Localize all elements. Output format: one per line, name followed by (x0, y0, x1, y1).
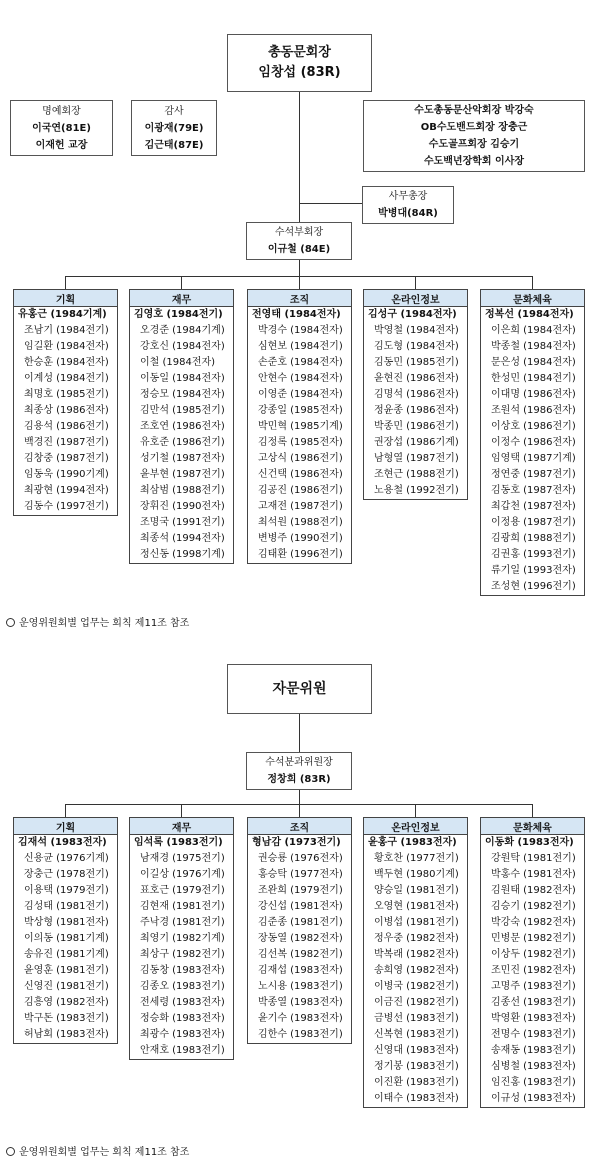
committee-member: 박영철 (1984전자) (374, 325, 459, 336)
committee-member: 임길환 (1984전자) (24, 341, 109, 352)
connector-vertical (299, 714, 300, 752)
committee-column (363, 817, 468, 1108)
committee-member: 박경수 (1984전자) (258, 325, 343, 336)
committee-member: 신건택 (1986전자) (258, 469, 343, 480)
committee-member: 이상호 (1986전기) (491, 421, 576, 432)
committee-member: 변병주 (1990전기) (258, 533, 343, 544)
committee-member: 김정록 (1985전자) (258, 437, 343, 448)
committee-member: 조호연 (1986전자) (140, 421, 225, 432)
committee-member: 최영기 (1982기계) (140, 933, 225, 944)
committee-member: 주낙경 (1981전기) (140, 917, 225, 928)
connector-drop (415, 276, 416, 289)
committee-member: 김창중 (1987전기) (24, 453, 109, 464)
committee-member: 이금진 (1982전기) (374, 997, 459, 1008)
committee-member: 이정용 (1987전기) (491, 517, 576, 528)
committee-column (480, 289, 585, 596)
connector-drop (415, 804, 416, 817)
committee-member: 김원태 (1982전자) (491, 885, 576, 896)
advisory-note (6, 1143, 189, 1158)
connector-drop (532, 276, 533, 289)
secretary-title: 사무총장 (388, 191, 428, 202)
committee-member: 정승모 (1984전자) (140, 389, 225, 400)
committee-member: 송희영 (1982전자) (374, 965, 459, 976)
committee-member: 노용철 (1992전기) (374, 485, 459, 496)
auditors-box (131, 100, 217, 156)
committee-member: 이상두 (1982전기) (491, 949, 576, 960)
secretary-name: 박병대(84R) (378, 208, 438, 219)
committee-member: 이은희 (1984전자) (491, 325, 576, 336)
committee-member: 홍승탁 (1977전자) (258, 869, 343, 880)
committee-member: 조성현 (1996전기) (491, 581, 576, 592)
circle-icon (6, 1147, 15, 1156)
committee-member: 김명석 (1986전자) (374, 389, 459, 400)
committee-header: 문화체육 (481, 290, 584, 307)
committee-header: 온라인정보 (364, 818, 467, 835)
committee-header: 조직 (248, 818, 351, 835)
committee-member: 안현수 (1984전자) (258, 373, 343, 384)
committee-member: 이길상 (1976기계) (140, 869, 225, 880)
connector-drop (299, 276, 300, 289)
connector-drop (65, 276, 66, 289)
committee-member: 강원탁 (1981전기) (491, 853, 576, 864)
committee-header: 재무 (130, 818, 233, 835)
committee-member: 박홍수 (1981전자) (491, 869, 576, 880)
committee-member: 손준호 (1984전자) (258, 357, 343, 368)
committee-member: 장충근 (1978전기) (24, 869, 109, 880)
honorary-title: 명예회장 (42, 105, 81, 117)
advisory-chair-name: 정창희 (83R) (267, 774, 331, 785)
chairman-name: 임창섭 (83R) (258, 65, 341, 80)
circle-icon (6, 618, 15, 627)
committee-member: 이용택 (1979전기) (24, 885, 109, 896)
committee-member: 표호근 (1979전기) (140, 885, 225, 896)
committee-member: 윤부현 (1987전기) (140, 469, 225, 480)
committee-member: 정신동 (1998기계) (140, 549, 225, 560)
committee-member: 유호준 (1986전기) (140, 437, 225, 448)
committee-member: 한성민 (1984전기) (491, 373, 576, 384)
committee-member: 임영택 (1987기계) (491, 453, 576, 464)
committee-member: 김성태 (1981전기) (24, 901, 109, 912)
committee-member: 박강숙 (1982전자) (491, 917, 576, 928)
committee-member: 신복현 (1983전기) (374, 1029, 459, 1040)
committee-member: 이정수 (1986전자) (491, 437, 576, 448)
connector-drop (181, 804, 182, 817)
committee-lead: 김성구 (1984전자) (368, 309, 457, 320)
committee-column (129, 289, 234, 564)
top-note (6, 614, 189, 629)
advisory-title: 자문위원 (272, 680, 327, 697)
secretary-box (362, 186, 454, 224)
connector-drop (299, 804, 300, 817)
committee-member: 신용균 (1976기계) (24, 853, 109, 864)
committee-member: 조민진 (1982전자) (491, 965, 576, 976)
committee-header: 문화체육 (481, 818, 584, 835)
auditors-title: 감사 (164, 105, 184, 117)
committee-member: 김동창 (1983전자) (140, 965, 225, 976)
committee-member: 김동수 (1997전기) (24, 501, 109, 512)
vice-chairman-name: 이규철 (84E) (267, 244, 331, 255)
note-text: 운영위원회별 업무는 회칙 제11조 참조 (19, 618, 190, 629)
committee-member: 최삼범 (1988전기) (140, 485, 225, 496)
vice-chairman-box (246, 222, 352, 260)
committee-member: 최갑천 (1987전자) (491, 501, 576, 512)
committee-column (247, 289, 352, 564)
committee-member: 윤현진 (1986전자) (374, 373, 459, 384)
note-text: 운영위원회별 업무는 회칙 제11조 참조 (19, 1147, 190, 1158)
committee-column (13, 289, 118, 516)
committee-member: 김종오 (1983전기) (140, 981, 225, 992)
committee-header: 재무 (130, 290, 233, 307)
committee-member: 전명수 (1983전기) (491, 1029, 576, 1040)
committee-member: 금병선 (1983전기) (374, 1013, 459, 1024)
committee-member: 김재섭 (1983전자) (258, 965, 343, 976)
committee-member: 김승기 (1982전기) (491, 901, 576, 912)
committee-member: 최광수 (1983전자) (140, 1029, 225, 1040)
affiliates-box (363, 100, 585, 172)
committee-member: 장동열 (1982전자) (258, 933, 343, 944)
auditor-member: 이광재(79E) (144, 122, 204, 134)
committee-member: 이대명 (1986전자) (491, 389, 576, 400)
committee-member: 김한수 (1983전기) (258, 1029, 343, 1040)
committee-member: 김태환 (1996전기) (258, 549, 343, 560)
committee-member: 성기철 (1987전자) (140, 453, 225, 464)
committee-member: 이철 (1984전자) (140, 357, 216, 368)
committee-member: 오경준 (1984기계) (140, 325, 225, 336)
committee-member: 권승룡 (1976전자) (258, 853, 343, 864)
chairman-box (227, 34, 372, 92)
committee-member: 이규성 (1983전자) (491, 1093, 576, 1104)
committee-member: 최광현 (1994전자) (24, 485, 109, 496)
committee-lead: 유홍근 (1984기계) (18, 309, 107, 320)
committee-member: 최종석 (1994전자) (140, 533, 225, 544)
committee-column (129, 817, 234, 1060)
committee-member: 장휘진 (1990전자) (140, 501, 225, 512)
committee-member: 신영대 (1983전자) (374, 1045, 459, 1056)
committee-lead: 김재석 (1983전자) (18, 837, 107, 848)
connector-drop (65, 804, 66, 817)
committee-header: 기획 (14, 818, 117, 835)
committee-member: 김권홍 (1993전기) (491, 549, 576, 560)
committee-member: 박종열 (1983전자) (258, 997, 343, 1008)
committee-member: 고재전 (1987전기) (258, 501, 343, 512)
committee-member: 임동욱 (1990기계) (24, 469, 109, 480)
committee-header: 기획 (14, 290, 117, 307)
committee-member: 안재호 (1983전기) (140, 1045, 225, 1056)
committee-member: 정연중 (1987전기) (491, 469, 576, 480)
connector-secretary (299, 203, 362, 204)
connector-drop (532, 804, 533, 817)
committee-member: 고명주 (1983전기) (491, 981, 576, 992)
committee-member: 김도형 (1984전자) (374, 341, 459, 352)
committee-member: 박상형 (1981전자) (24, 917, 109, 928)
committee-member: 윤기수 (1983전자) (258, 1013, 343, 1024)
committee-member: 김만석 (1985전기) (140, 405, 225, 416)
committee-member: 남재경 (1975전기) (140, 853, 225, 864)
committee-member: 권장섭 (1986기계) (374, 437, 459, 448)
committee-lead: 형남감 (1973전기) (252, 837, 341, 848)
committee-member: 강호신 (1984전자) (140, 341, 225, 352)
affiliate-item: 수도백년장학회 이사장 (423, 156, 525, 167)
committee-member: 조원석 (1986전자) (491, 405, 576, 416)
affiliate-item: OB수도밴드회장 장충근 (420, 122, 528, 133)
committee-member: 김흥영 (1982전자) (24, 997, 109, 1008)
committee-member: 박영환 (1983전자) (491, 1013, 576, 1024)
committee-member: 양승일 (1981전기) (374, 885, 459, 896)
committee-member: 이병국 (1982전기) (374, 981, 459, 992)
advisory-chair-title: 수석분과위원장 (265, 757, 333, 768)
committee-member: 강종일 (1985전자) (258, 405, 343, 416)
chairman-title: 총동문회장 (268, 45, 331, 60)
committee-column (363, 289, 468, 500)
committee-member: 박민혁 (1985기계) (258, 421, 343, 432)
committee-member: 노시용 (1983전기) (258, 981, 343, 992)
committee-column (13, 817, 118, 1044)
committee-member: 정윤종 (1986전자) (374, 405, 459, 416)
committee-member: 이동일 (1984전자) (140, 373, 225, 384)
committee-member: 고상식 (1986전기) (258, 453, 343, 464)
advisory-chair-box (246, 752, 352, 790)
auditor-member: 김근태(87E) (144, 139, 204, 151)
connector-drop (181, 276, 182, 289)
committee-lead: 임석록 (1983전기) (134, 837, 223, 848)
committee-member: 조완희 (1979전기) (258, 885, 343, 896)
committee-member: 이태수 (1983전자) (374, 1093, 459, 1104)
committee-member: 이영준 (1984전자) (258, 389, 343, 400)
committee-member: 박복래 (1982전자) (374, 949, 459, 960)
committee-lead: 정복선 (1984전자) (485, 309, 574, 320)
committee-lead: 전영태 (1984전자) (252, 309, 341, 320)
committee-member: 김준종 (1981전기) (258, 917, 343, 928)
committee-member: 이의동 (1981기계) (24, 933, 109, 944)
committee-member: 강신섭 (1981전자) (258, 901, 343, 912)
committee-member: 최상구 (1982전기) (140, 949, 225, 960)
committee-member: 박종철 (1984전자) (491, 341, 576, 352)
committee-member: 김현재 (1981전기) (140, 901, 225, 912)
honorary-box (10, 100, 113, 156)
committee-member: 심병철 (1983전자) (491, 1061, 576, 1072)
connector-vertical (299, 260, 300, 276)
honorary-member: 이재헌 교장 (35, 139, 88, 151)
committee-member: 박종민 (1986전기) (374, 421, 459, 432)
honorary-member: 이국연(81E) (32, 122, 91, 134)
committee-member: 김동민 (1985전기) (374, 357, 459, 368)
committee-member: 최석원 (1988전기) (258, 517, 343, 528)
committee-member: 이병섭 (1981전기) (374, 917, 459, 928)
committee-member: 송유진 (1981기계) (24, 949, 109, 960)
committee-member: 최종상 (1986전자) (24, 405, 109, 416)
committee-member: 이계성 (1984전기) (24, 373, 109, 384)
committee-member: 남형열 (1987전기) (374, 453, 459, 464)
committee-member: 정우중 (1982전자) (374, 933, 459, 944)
committee-member: 황호찬 (1977전기) (374, 853, 459, 864)
affiliate-item: 수도골프회장 김승기 (428, 139, 520, 150)
affiliate-item: 수도총동문산악회장 박강숙 (414, 105, 534, 116)
committee-member: 조현근 (1988전기) (374, 469, 459, 480)
committee-member: 조명국 (1991전기) (140, 517, 225, 528)
committee-member: 허남회 (1983전자) (24, 1029, 109, 1040)
committee-column (480, 817, 585, 1108)
committee-lead: 이동화 (1983전자) (485, 837, 574, 848)
committee-member: 한승훈 (1984전자) (24, 357, 109, 368)
committee-header: 온라인정보 (364, 290, 467, 307)
committee-column (247, 817, 352, 1044)
committee-member: 오영현 (1981전자) (374, 901, 459, 912)
committee-member: 백두현 (1980기계) (374, 869, 459, 880)
committee-member: 김용석 (1986전기) (24, 421, 109, 432)
committee-member: 송재동 (1983전기) (491, 1045, 576, 1056)
vice-chairman-title: 수석부회장 (274, 227, 324, 238)
committee-lead: 김영호 (1984전기) (134, 309, 223, 320)
committee-member: 최명호 (1985전기) (24, 389, 109, 400)
committee-member: 김종선 (1983전기) (491, 997, 576, 1008)
committee-member: 윤영훈 (1981전기) (24, 965, 109, 976)
committee-member: 심현보 (1984전기) (258, 341, 343, 352)
committee-member: 전세령 (1983전자) (140, 997, 225, 1008)
committee-member: 김선복 (1982전기) (258, 949, 343, 960)
committee-member: 정승화 (1983전자) (140, 1013, 225, 1024)
committee-header: 조직 (248, 290, 351, 307)
committee-member: 신영진 (1981전기) (24, 981, 109, 992)
committee-member: 김공진 (1986전기) (258, 485, 343, 496)
committee-member: 민병문 (1982전기) (491, 933, 576, 944)
connector-vertical (299, 790, 300, 804)
committee-member: 이진환 (1983전기) (374, 1077, 459, 1088)
advisory-title-box (227, 664, 372, 714)
committee-member: 김광희 (1988전기) (491, 533, 576, 544)
committee-member: 정기봉 (1983전기) (374, 1061, 459, 1072)
committee-member: 조남기 (1984전기) (24, 325, 109, 336)
committee-member: 임진홍 (1983전기) (491, 1077, 576, 1088)
committee-lead: 윤홍구 (1983전자) (368, 837, 457, 848)
committee-member: 류기일 (1993전자) (491, 565, 576, 576)
committee-member: 백경진 (1987전기) (24, 437, 109, 448)
committee-member: 박구돈 (1983전기) (24, 1013, 109, 1024)
committee-member: 문은성 (1984전자) (491, 357, 576, 368)
committee-member: 김동호 (1987전자) (491, 485, 576, 496)
